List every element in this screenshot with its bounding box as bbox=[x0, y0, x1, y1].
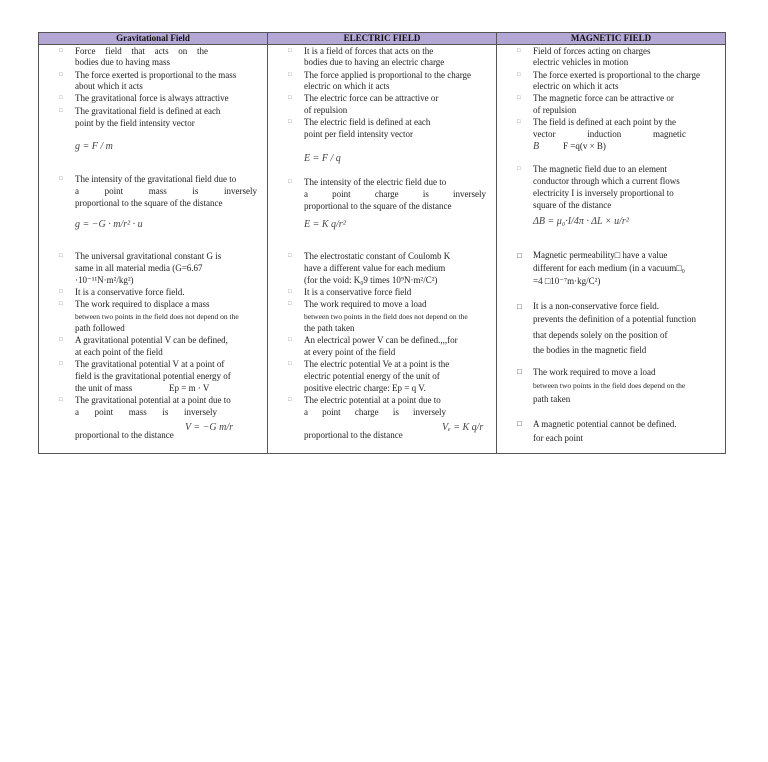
mag-text: different for each medium (in a vacuum□₀ bbox=[533, 263, 685, 273]
elec-text: between two points in the field does not depend on the bbox=[304, 312, 468, 321]
bullet-icon: □ bbox=[517, 367, 522, 376]
bullet-icon: □ bbox=[288, 397, 292, 403]
bullet-icon: □ bbox=[517, 95, 521, 101]
elec-text: The electric potential at a point due to bbox=[304, 395, 441, 405]
grav-text: at each point of the field bbox=[75, 347, 163, 357]
grav-text: a point mass is inversely bbox=[75, 186, 257, 196]
grav-formula-potential: V = −G m/r bbox=[185, 422, 234, 433]
mag-formula-biot-savart: ΔB = μ₀·I/4π · ΔL × u/r² bbox=[533, 216, 629, 227]
mag-text: The magnetic force can be attractive or bbox=[533, 93, 674, 103]
elec-text: positive electric charge: Ep = q V. bbox=[304, 383, 426, 393]
grav-text: It is a conservative force field. bbox=[75, 287, 185, 297]
elec-text: The work required to move a load bbox=[304, 299, 427, 309]
mag-text: conductor through which a current flows bbox=[533, 176, 680, 186]
grav-formula-intensity: g = −G · m/r² · u bbox=[75, 219, 143, 230]
elec-text: An electrical power V can be defined.,,,for bbox=[304, 335, 458, 345]
elec-text: electric on which it acts bbox=[304, 81, 390, 91]
elec-formula-potential: Vₑ = K q/r bbox=[442, 422, 484, 433]
grav-text: proportional to the square of the distance bbox=[75, 198, 223, 208]
grav-text: a point mass is inversely bbox=[75, 407, 217, 417]
bullet-icon: □ bbox=[517, 48, 521, 54]
mag-formula-force: F =q(v × B) bbox=[563, 141, 606, 151]
grav-text: The universal gravitational constant G is bbox=[75, 251, 222, 261]
header-electric-field: ELECTRIC FIELD bbox=[268, 33, 497, 45]
bullet-icon: □ bbox=[59, 48, 63, 54]
grav-text: same in all material media (G=6.67 bbox=[75, 263, 203, 273]
grav-text: the unit of mass bbox=[75, 383, 133, 393]
elec-text: at every point of the field bbox=[304, 347, 396, 357]
bullet-icon: □ bbox=[288, 48, 292, 54]
mag-text: The magnetic field due to an element bbox=[533, 164, 667, 174]
elec-text: of repulsion bbox=[304, 105, 348, 115]
grav-text: Force field that acts on the bbox=[75, 46, 208, 56]
mag-text: electric vehicles in motion bbox=[533, 57, 629, 67]
bullet-icon: □ bbox=[59, 253, 63, 259]
mag-text: for each point bbox=[533, 433, 583, 443]
bullet-icon: □ bbox=[288, 72, 292, 78]
bullet-icon: □ bbox=[288, 179, 292, 185]
bullet-icon: □ bbox=[517, 302, 522, 311]
grav-text: ·10⁻¹¹N·m²/kg²) bbox=[75, 275, 134, 285]
grav-text: about which it acts bbox=[75, 81, 143, 91]
grav-text: bodies due to having mass bbox=[75, 57, 170, 67]
grav-text: The gravitational potential V at a point of bbox=[75, 359, 225, 369]
bullet-icon: □ bbox=[288, 119, 292, 125]
mag-text: The work required to move a load bbox=[533, 367, 656, 377]
elec-text: The intensity of the electric field due to bbox=[304, 177, 447, 187]
elec-text: The electrostatic constant of Coulomb K bbox=[304, 251, 451, 261]
grav-text: The gravitational potential at a point due to bbox=[75, 395, 231, 405]
mag-vector-b: B bbox=[533, 141, 540, 152]
header-magnetic-field: MAGNETIC FIELD bbox=[497, 33, 726, 45]
bullet-icon: □ bbox=[288, 301, 292, 307]
bullet-icon: □ bbox=[288, 289, 292, 295]
grav-text: point by the field intensity vector bbox=[75, 118, 195, 128]
mag-text: It is a non-conservative force field. bbox=[533, 301, 659, 311]
bullet-icon: □ bbox=[59, 176, 63, 182]
bullet-icon: □ bbox=[59, 72, 63, 78]
elec-text: the path taken bbox=[304, 323, 355, 333]
elec-text: (for the void: K₀9 times 10⁹N·m²/C²) bbox=[304, 275, 438, 285]
bullet-icon: □ bbox=[288, 361, 292, 367]
bullet-icon: □ bbox=[59, 361, 63, 367]
magnetic-column bbox=[497, 45, 726, 454]
elec-text: a point charge is inversely bbox=[304, 407, 446, 417]
mag-text: A magnetic potential cannot be defined. bbox=[533, 419, 677, 429]
elec-text: bodies due to having an electric charge bbox=[304, 57, 445, 67]
elec-text: The force applied is proportional to the charge bbox=[304, 70, 472, 80]
bullet-icon: □ bbox=[288, 95, 292, 101]
mag-text: electric on which it acts bbox=[533, 81, 619, 91]
bullet-icon: □ bbox=[59, 337, 63, 343]
mag-text: the bodies in the magnetic field bbox=[533, 345, 647, 355]
bullet-icon: □ bbox=[59, 108, 63, 114]
elec-text: a point charge is inversely bbox=[304, 189, 486, 199]
mag-text: The field is defined at each point by the bbox=[533, 117, 676, 127]
bullet-icon: □ bbox=[517, 419, 522, 428]
grav-text: The work required to displace a mass bbox=[75, 299, 210, 309]
grav-text: path followed bbox=[75, 323, 125, 333]
mag-text: of repulsion bbox=[533, 105, 577, 115]
mag-text: =4 □10⁻⁷m·kg/C²) bbox=[533, 276, 601, 286]
mag-text: that depends solely on the position of bbox=[533, 330, 668, 340]
elec-formula-field: E = F / q bbox=[304, 153, 341, 164]
mag-text: The force exerted is proportional to the charge bbox=[533, 70, 701, 80]
bullet-icon: □ bbox=[288, 337, 292, 343]
grav-text: The force exerted is proportional to the mass bbox=[75, 70, 237, 80]
bullet-icon: □ bbox=[59, 301, 63, 307]
bullet-icon: □ bbox=[59, 95, 63, 101]
elec-formula-intensity: E = K q/r² bbox=[304, 219, 346, 230]
mag-text: between two points in the field does depend on the bbox=[533, 381, 686, 390]
elec-text: electric potential energy of the unit of bbox=[304, 371, 440, 381]
elec-text: point per field intensity vector bbox=[304, 129, 413, 139]
bullet-icon: □ bbox=[517, 119, 521, 125]
mag-text: Magnetic permeability□ have a value bbox=[533, 250, 668, 260]
bullet-icon: □ bbox=[517, 72, 521, 78]
bullet-icon: □ bbox=[59, 397, 63, 403]
grav-text: A gravitational potential V can be defined, bbox=[75, 335, 228, 345]
mag-text: path taken bbox=[533, 394, 571, 404]
comparison-table bbox=[38, 32, 726, 454]
mag-text: Field of forces acting on charges bbox=[533, 46, 651, 56]
header-gravitational-field: Gravitational Field bbox=[39, 33, 268, 45]
electric-column bbox=[268, 45, 497, 454]
bullet-icon: □ bbox=[517, 251, 522, 260]
grav-formula-field: g = F / m bbox=[75, 141, 113, 152]
grav-text: The gravitational force is always attractive bbox=[75, 93, 229, 103]
grav-text: proportional to the distance bbox=[75, 430, 174, 440]
bullet-icon: □ bbox=[517, 166, 521, 172]
elec-text: proportional to the square of the distance bbox=[304, 201, 452, 211]
elec-text: It is a field of forces that acts on the bbox=[304, 46, 434, 56]
bullet-icon: □ bbox=[59, 289, 63, 295]
header-row bbox=[39, 33, 726, 45]
mag-text: square of the distance bbox=[533, 200, 612, 210]
gravitational-column bbox=[39, 45, 268, 454]
elec-text: The electric field is defined at each bbox=[304, 117, 431, 127]
grav-formula-energy: Ep = m · V bbox=[169, 383, 210, 393]
elec-text: proportional to the distance bbox=[304, 430, 403, 440]
grav-text: The gravitational field is defined at each bbox=[75, 106, 221, 116]
elec-text: have a different value for each medium bbox=[304, 263, 446, 273]
mag-text: vector induction magnetic bbox=[533, 129, 686, 139]
mag-text: electricity I is inversely proportional to bbox=[533, 188, 674, 198]
elec-text: It is a conservative force field bbox=[304, 287, 412, 297]
grav-text: The intensity of the gravitational field due to bbox=[75, 174, 237, 184]
body-row bbox=[39, 45, 726, 454]
grav-text: between two points in the field does not depend on the bbox=[75, 312, 239, 321]
bullet-icon: □ bbox=[288, 253, 292, 259]
elec-text: The electric force can be attractive or bbox=[304, 93, 439, 103]
elec-text: The electric potential Ve at a point is the bbox=[304, 359, 450, 369]
mag-text: prevents the definition of a potential function bbox=[533, 314, 696, 324]
grav-text: field is the gravitational potential energy of bbox=[75, 371, 231, 381]
